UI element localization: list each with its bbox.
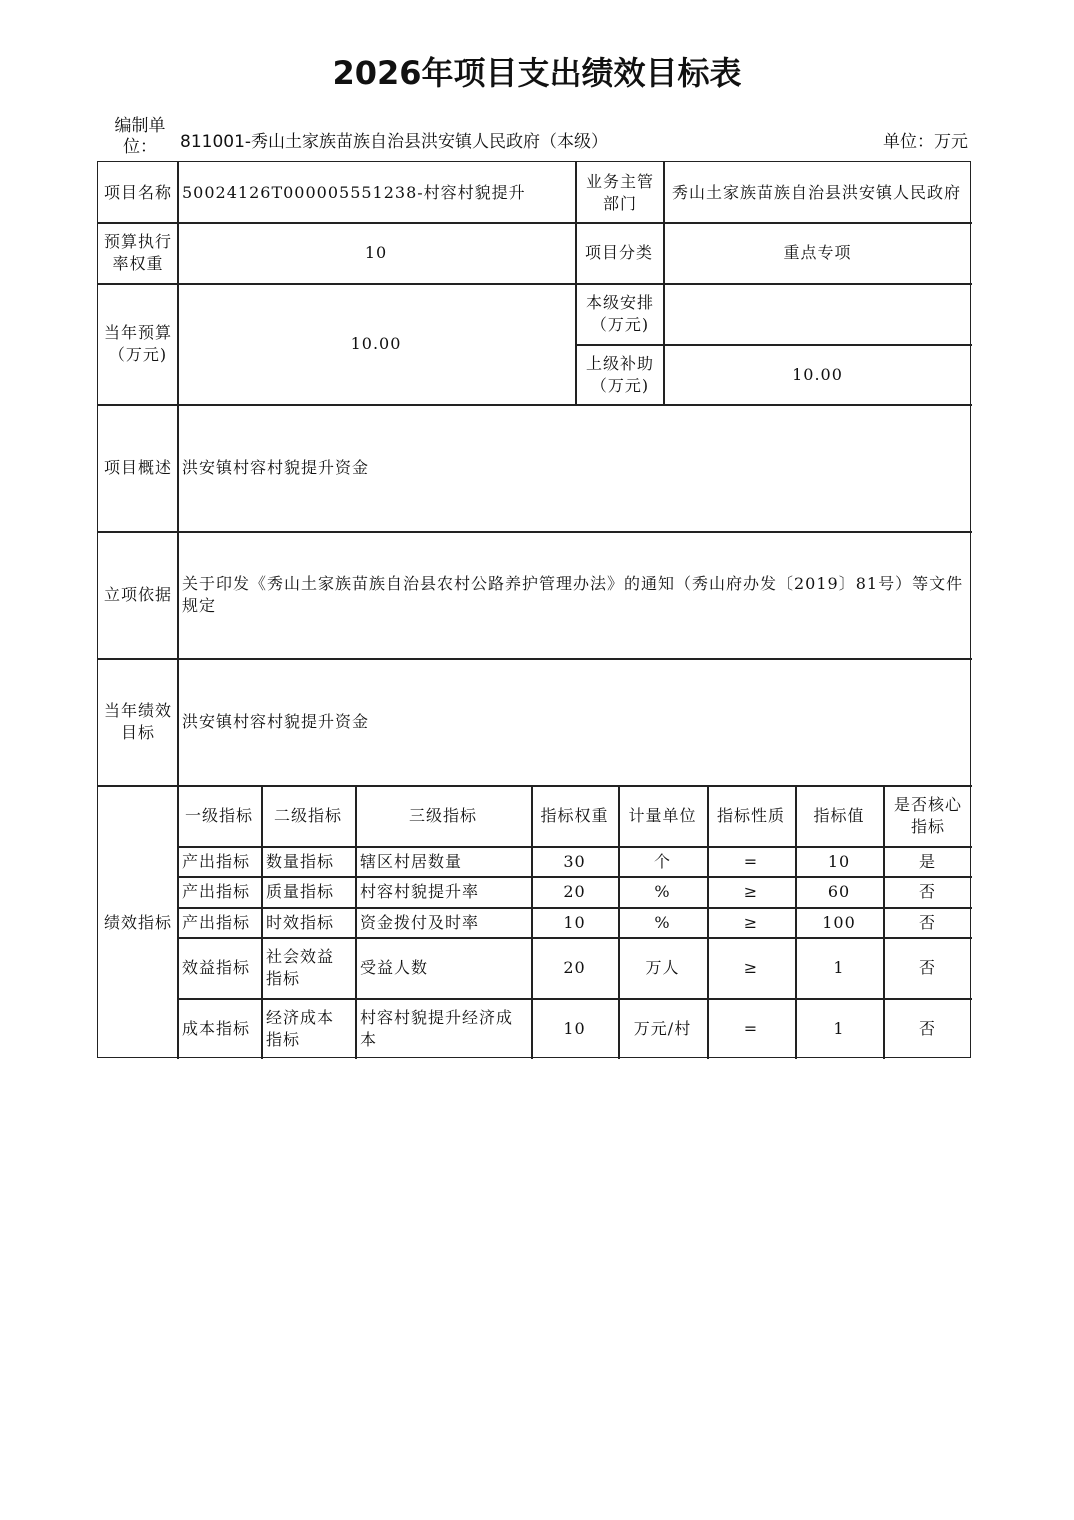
indicator-core: 否 xyxy=(918,958,936,977)
indicator-core: 否 xyxy=(918,882,936,901)
basis-text: 关于印发《秀山土家族苗族自治县农村公路养护管理办法》的通知（秀山府办发〔2019〕81号）等文件规定 xyxy=(182,574,964,615)
indicator-level2: 经济成本指标 xyxy=(266,1008,335,1049)
unit-label: 编制单位： xyxy=(114,116,166,157)
indicator-level1: 产出指标 xyxy=(182,912,251,932)
indicator-weight: 10 xyxy=(563,912,586,932)
dept-label: 业务主管部门 xyxy=(585,172,654,213)
indicator-weight: 10 xyxy=(563,1019,586,1038)
project-name: 50024126T000005551238-村容村貌提升 xyxy=(182,183,526,202)
indicator-level3: 资金拨付及时率 xyxy=(360,912,480,932)
indicator-level1: 产出指标 xyxy=(182,882,251,901)
performance-target-table xyxy=(97,161,971,1058)
indicator-header: 指标权重 xyxy=(540,806,609,825)
indicator-core: 否 xyxy=(918,912,936,932)
indicator-header: 计量单位 xyxy=(628,806,697,825)
indicator-nature: ≥ xyxy=(743,958,759,977)
dept-value: 秀山土家族苗族自治县洪安镇人民政府 xyxy=(671,183,961,202)
indicator-value: 1 xyxy=(833,958,845,977)
exec-weight-label: 预算执行率权重 xyxy=(104,232,173,273)
indicator-header: 二级指标 xyxy=(273,806,342,825)
indicator-nature: ≥ xyxy=(743,912,759,932)
indicator-level2: 社会效益指标 xyxy=(266,947,335,988)
indicator-nature: = xyxy=(743,1019,759,1038)
indicator-weight: 30 xyxy=(563,851,586,871)
indicator-value: 1 xyxy=(833,1019,845,1038)
indicator-core: 是 xyxy=(918,851,936,871)
indicator-level2: 时效指标 xyxy=(266,912,335,932)
indicator-header: 指标性质 xyxy=(716,806,785,825)
indicator-header: 一级指标 xyxy=(184,806,253,825)
indicator-level1: 产出指标 xyxy=(182,851,251,871)
indicator-level3: 村容村貌提升经济成本 xyxy=(360,1008,514,1049)
indicator-level2: 质量指标 xyxy=(266,882,335,901)
local-arrangement-value xyxy=(663,284,972,344)
indicator-value: 60 xyxy=(827,882,851,901)
project-name-label: 项目名称 xyxy=(104,183,173,202)
indicator-unit: 万人 xyxy=(645,958,680,977)
local-arrangement-label: 本级安排（万元) xyxy=(585,293,654,334)
indicator-header: 指标值 xyxy=(813,806,865,825)
category-value: 重点专项 xyxy=(783,243,852,262)
indicator-unit: 万元/村 xyxy=(633,1019,692,1038)
budget-label: 当年预算（万元) xyxy=(104,323,173,364)
indicator-unit: % xyxy=(654,912,671,932)
unit-name: 811001-秀山土家族苗族自治县洪安镇人民政府（本级） xyxy=(180,132,609,152)
indicator-section-label: 绩效指标 xyxy=(104,912,173,932)
indicator-header: 三级指标 xyxy=(408,806,477,825)
indicator-level1: 效益指标 xyxy=(182,958,251,977)
indicator-value: 100 xyxy=(822,912,856,932)
indicator-nature: = xyxy=(743,851,759,871)
indicator-weight: 20 xyxy=(563,882,586,901)
indicator-weight: 20 xyxy=(563,958,586,977)
indicator-level2: 数量指标 xyxy=(266,851,335,871)
subsidy-label: 上级补助（万元) xyxy=(585,353,654,395)
basis-label: 立项依据 xyxy=(104,585,173,604)
indicator-nature: ≥ xyxy=(743,882,759,901)
subsidy-value: 10.00 xyxy=(792,364,843,384)
goal-text: 洪安镇村容村貌提升资金 xyxy=(182,712,370,731)
indicator-level1: 成本指标 xyxy=(182,1019,251,1038)
indicator-value: 10 xyxy=(827,851,851,871)
page-title: 2026年项目支出绩效目标表 xyxy=(332,54,742,92)
overview-text: 洪安镇村容村貌提升资金 xyxy=(182,458,370,477)
indicator-unit: 个 xyxy=(653,851,671,871)
indicator-level3: 辖区村居数量 xyxy=(360,851,463,871)
indicator-core: 否 xyxy=(918,1019,936,1038)
overview-label: 项目概述 xyxy=(104,458,173,477)
indicator-level3: 村容村貌提升率 xyxy=(360,882,480,901)
indicator-header: 是否核心指标 xyxy=(893,795,962,836)
goal-label: 当年绩效目标 xyxy=(104,701,173,742)
category-label: 项目分类 xyxy=(584,243,653,262)
indicator-level3: 受益人数 xyxy=(360,958,429,977)
money-unit: 单位：万元 xyxy=(883,132,968,152)
indicator-unit: % xyxy=(654,882,671,901)
exec-weight-value: 10 xyxy=(364,243,388,262)
budget-value: 10.00 xyxy=(350,334,402,353)
